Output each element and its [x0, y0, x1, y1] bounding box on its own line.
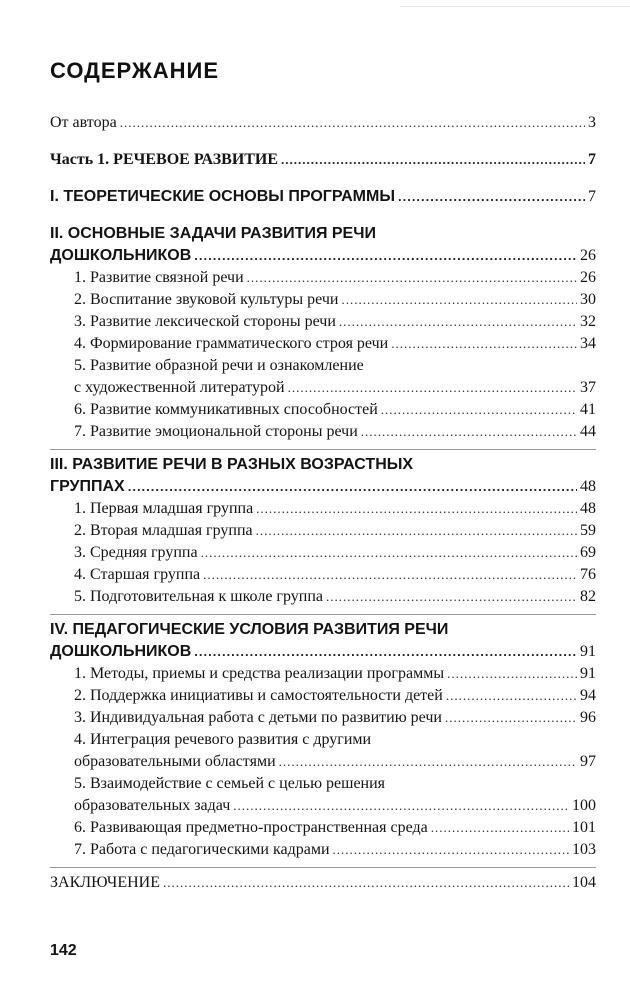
toc-subentry[interactable]: [50, 311, 596, 333]
toc-entry-label: 1. Развитие связной речи: [74, 269, 244, 286]
toc-entry-part1[interactable]: [50, 149, 596, 171]
toc-entry-page: 7: [588, 151, 596, 168]
dot-leader: [445, 707, 577, 729]
toc-entry-page: 32: [580, 313, 596, 330]
dot-leader: [341, 289, 577, 311]
toc-entry-label: образовательными областями: [74, 753, 276, 770]
dot-leader: [203, 564, 577, 586]
toc-subentry[interactable]: [50, 520, 596, 542]
toc-entry-label: ДОШКОЛЬНИКОВ: [50, 247, 192, 264]
table-of-contents: [50, 112, 596, 894]
toc-entry-label: ДОШКОЛЬНИКОВ: [50, 643, 192, 660]
toc-entry-page: 91: [580, 643, 596, 660]
toc-entry-page: 26: [580, 269, 596, 286]
toc-section-heading-line[interactable]: III. РАЗВИТИЕ РЕЧИ В РАЗНЫХ ВОЗРАСТНЫХ: [50, 456, 414, 473]
dot-leader: [194, 641, 577, 663]
dot-leader: [128, 476, 577, 498]
top-edge-line: [400, 6, 630, 7]
toc-subentry-line[interactable]: 4. Интеграция речевого развития с другими: [74, 731, 372, 748]
toc-entry-section-1[interactable]: [50, 186, 596, 208]
dot-leader: [361, 421, 577, 443]
toc-entry-label: ГРУППАХ: [50, 478, 125, 495]
toc-entry-label: 3. Индивидуальная работа с детьми по развитию речи: [74, 709, 442, 726]
toc-entry-label: От автора: [50, 114, 117, 131]
page-number: 142: [50, 942, 77, 959]
dot-leader: [120, 112, 585, 134]
toc-entry-page: 101: [572, 819, 596, 836]
toc-subentry[interactable]: [50, 751, 596, 773]
toc-section-heading[interactable]: [50, 476, 596, 498]
toc-entry-page: 41: [580, 401, 596, 418]
toc-subentry-line[interactable]: 5. Взаимодействие с семьей с целью решения: [74, 775, 386, 792]
toc-entry-author[interactable]: [50, 112, 596, 134]
dot-leader: [201, 542, 577, 564]
toc-section-3: [50, 454, 596, 608]
toc-subentry[interactable]: [50, 542, 596, 564]
dot-leader: [247, 267, 577, 289]
toc-entry-label: 7. Работа с педагогическими кадрами: [74, 841, 330, 858]
toc-entry-label: 6. Развивающая предметно-пространственная среда: [74, 819, 428, 836]
dot-leader: [163, 872, 569, 894]
toc-entry-page: 94: [580, 687, 596, 704]
toc-entry-page: 76: [580, 566, 596, 583]
section-divider: [50, 867, 596, 868]
dot-leader: [256, 498, 577, 520]
toc-entry-page: 82: [580, 588, 596, 605]
toc-entry-page: 104: [572, 874, 596, 891]
toc-entry-page: 48: [580, 500, 596, 517]
toc-section-heading-line[interactable]: IV. ПЕДАГОГИЧЕСКИЕ УСЛОВИЯ РАЗВИТИЯ РЕЧИ: [50, 621, 449, 638]
toc-entry-label: 3. Развитие лексической стороны речи: [74, 313, 336, 330]
dot-leader: [256, 520, 577, 542]
toc-subentry[interactable]: [50, 498, 596, 520]
toc-entry-label: 7. Развитие эмоциональной стороны речи: [74, 423, 358, 440]
toc-entry-label: 3. Средняя группа: [74, 544, 198, 561]
page-title: СОДЕРЖАНИЕ: [50, 58, 220, 83]
toc-subentry[interactable]: [50, 377, 596, 399]
toc-entry-page: 37: [580, 379, 596, 396]
toc-entry-page: 59: [580, 522, 596, 539]
toc-entry-label: 4. Старшая группа: [74, 566, 201, 583]
toc-subentry-line[interactable]: 5. Развитие образной речи и ознакомление: [74, 357, 364, 374]
toc-subentry[interactable]: [50, 333, 596, 355]
section-divider: [50, 614, 596, 615]
dot-leader: [446, 685, 577, 707]
toc-subentry[interactable]: [50, 586, 596, 608]
dot-leader: [391, 333, 577, 355]
dot-leader: [288, 377, 577, 399]
toc-section-heading-line[interactable]: II. ОСНОВНЫЕ ЗАДАЧИ РАЗВИТИЯ РЕЧИ: [50, 225, 376, 242]
toc-section-heading[interactable]: [50, 245, 596, 267]
toc-entry-conclusion[interactable]: [50, 872, 596, 894]
toc-entry-label: 1. Первая младшая группа: [74, 500, 254, 517]
toc-subentry[interactable]: [50, 685, 596, 707]
section-divider: [50, 449, 596, 450]
toc-entry-page: 3: [588, 114, 596, 131]
toc-entry-page: 96: [580, 709, 596, 726]
toc-entry-label: 2. Поддержка инициативы и самостоятельности детей: [74, 687, 443, 704]
dot-leader: [281, 149, 585, 171]
dot-leader: [447, 663, 577, 685]
toc-section-4: [50, 619, 596, 861]
toc-entry-page: 44: [580, 423, 596, 440]
toc-entry-page: 97: [580, 753, 596, 770]
toc-entry-label: 2. Воспитание звуковой культуры речи: [74, 291, 339, 308]
toc-subentry[interactable]: [50, 267, 596, 289]
dot-leader: [326, 586, 577, 608]
toc-subentry[interactable]: [50, 399, 596, 421]
toc-section-heading[interactable]: [50, 641, 596, 663]
toc-entry-page: 48: [580, 478, 596, 495]
toc-entry-label: 1. Методы, приемы и средства реализации программы: [74, 665, 445, 682]
toc-subentry[interactable]: [50, 795, 596, 817]
dot-leader: [333, 839, 569, 861]
dot-leader: [381, 399, 577, 421]
dot-leader: [233, 795, 569, 817]
toc-entry-label: образовательных задач: [74, 797, 231, 814]
toc-entry-page: 34: [580, 335, 596, 352]
toc-subentry[interactable]: [50, 817, 596, 839]
toc-entry-page: 91: [580, 665, 596, 682]
toc-entry-label: 2. Вторая младшая группа: [74, 522, 253, 539]
toc-entry-label: I. ТЕОРЕТИЧЕСКИЕ ОСНОВЫ ПРОГРАММЫ: [50, 188, 395, 205]
toc-subentry[interactable]: [50, 421, 596, 443]
toc-entry-page: 100: [572, 797, 596, 814]
dot-leader: [431, 817, 569, 839]
toc-section-2: [50, 223, 596, 443]
toc-subentry[interactable]: [50, 839, 596, 861]
toc-entry-page: 69: [580, 544, 596, 561]
dot-leader: [279, 751, 577, 773]
dot-leader: [194, 245, 577, 267]
toc-entry-page: 7: [588, 188, 596, 205]
toc-entry-label: 4. Формирование грамматического строя речи: [74, 335, 389, 352]
toc-entry-page: 103: [572, 841, 596, 858]
toc-entry-label: ЗАКЛЮЧЕНИЕ: [50, 874, 160, 891]
toc-entry-label: 5. Подготовительная к школе группа: [74, 588, 323, 605]
toc-entry-label: с художественной литературой: [74, 379, 285, 396]
toc-subentry[interactable]: [50, 663, 596, 685]
toc-entry-label: 6. Развитие коммуникативных способностей: [74, 401, 378, 418]
toc-entry-page: 30: [580, 291, 596, 308]
toc-entry-label: Часть 1. РЕЧЕВОЕ РАЗВИТИЕ: [50, 151, 279, 168]
dot-leader: [339, 311, 577, 333]
toc-subentry[interactable]: [50, 289, 596, 311]
toc-subentry[interactable]: [50, 707, 596, 729]
dot-leader: [398, 186, 585, 208]
toc-entry-page: 26: [580, 247, 596, 264]
toc-subentry[interactable]: [50, 564, 596, 586]
